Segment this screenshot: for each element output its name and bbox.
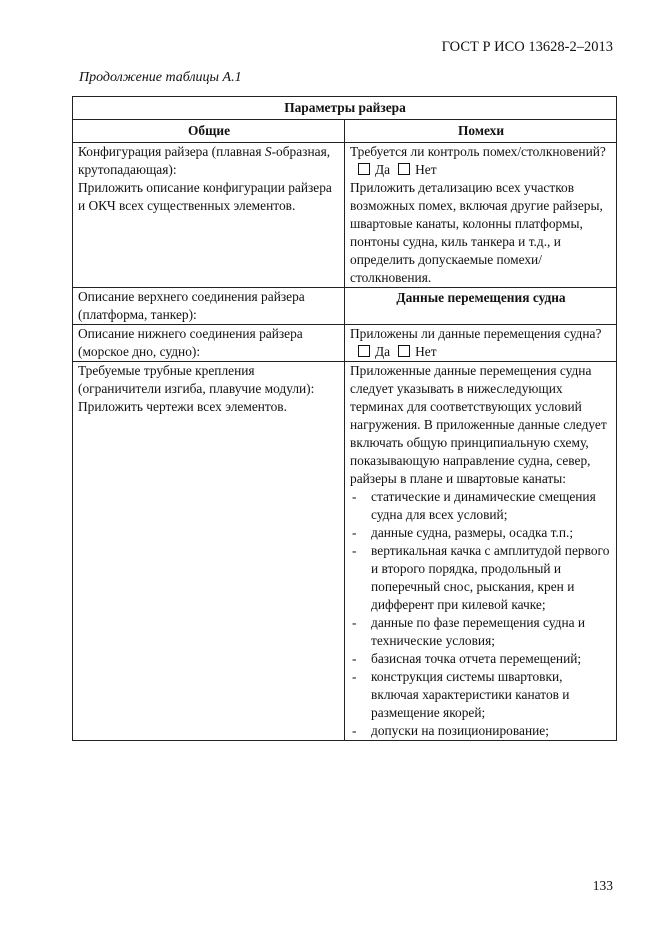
vessel-motion-list <box>350 488 612 740</box>
pipe-attachments-label: Требуемые трубные крепления (ограничители изгиба, плавучие модули): <box>78 363 315 396</box>
checkbox-label-no: Нет <box>415 162 437 177</box>
vessel-motion-heading: Данные перемещения судна <box>345 288 617 325</box>
vessel-motion-yes-checkbox[interactable] <box>358 345 370 357</box>
list-item: - допуски на позиционирование; <box>350 722 612 740</box>
column-header-interference: Помехи <box>345 120 617 143</box>
vessel-motion-question: Приложены ли данные перемещения судна? <box>350 326 602 341</box>
riser-configuration-label: Конфигурация райзера (плавная S-образная, крутопадающая): <box>78 144 331 177</box>
pipe-attachments-cell <box>73 362 345 741</box>
table-row <box>73 288 617 325</box>
vessel-motion-intro: Приложенные данные перемещения судна следует указывать в нижеследующих терминах для соответствующих условий нагружения. В приложенные данные следует включать общую принципиальную схему, показывающую направление судна, север, райзеры в плане и швартовые канаты: <box>350 363 607 486</box>
interference-yes-checkbox[interactable] <box>358 163 370 175</box>
checkbox-label-no: Нет <box>415 344 437 359</box>
riser-configuration-cell <box>73 143 345 288</box>
table-title: Параметры райзера <box>73 97 617 120</box>
table-header-row <box>73 120 617 143</box>
interference-instruction: Приложить детализацию всех участков возможных помех, включая другие райзеры, швартовые канаты, колонны платформы, понтоны судна, киль танкера и т.д., и определить допускаемые помехи/столкновения. <box>350 180 603 285</box>
vessel-motion-no-checkbox[interactable] <box>398 345 410 357</box>
table-row <box>73 325 617 362</box>
table-row <box>73 143 617 288</box>
interference-question: Требуется ли контроль помех/столкновений?Да Нет <box>350 144 606 177</box>
riser-configuration-instruction: Приложить описание конфигурации райзера и ОКЧ всех существенных элементов. <box>78 180 332 213</box>
list-item: - статические и динамические смещения судна для всех условий; <box>350 488 612 524</box>
pipe-attachments-instruction: Приложить чертежи всех элементов. <box>78 399 287 414</box>
top-connection-cell: Описание верхнего соединения райзера (платформа, танкер): <box>73 288 345 325</box>
list-item: - базисная точка отчета перемещений; <box>350 650 612 668</box>
table-title-row <box>73 97 617 120</box>
list-item: - конструкция системы швартовки, включая характеристики канатов и размещение якорей; <box>350 668 612 722</box>
list-item: - данные по фазе перемещения судна и технические условия; <box>350 614 612 650</box>
list-item: - вертикальная качка с амплитудой первого и второго порядка, продольный и поперечный снос, рыскания, крен и дифферент при килевой качке; <box>350 542 612 614</box>
interference-control-cell <box>345 143 617 288</box>
riser-parameters-table <box>72 96 617 741</box>
checkbox-label-yes: Да <box>375 344 391 359</box>
table-row <box>73 362 617 741</box>
vessel-motion-data-cell <box>345 362 617 741</box>
checkbox-label-yes: Да <box>375 162 391 177</box>
interference-no-checkbox[interactable] <box>398 163 410 175</box>
page-number: 133 <box>592 878 613 893</box>
column-header-general: Общие <box>73 120 345 143</box>
vessel-motion-attached-cell <box>345 325 617 362</box>
bottom-connection-cell: Описание нижнего соединения райзера (морское дно, судно): <box>73 325 345 362</box>
table-caption: Продолжение таблицы А.1 <box>79 70 242 85</box>
list-item: - данные судна, размеры, осадка т.п.; <box>350 524 612 542</box>
document-code: ГОСТ Р ИСО 13628-2–2013 <box>441 39 613 55</box>
